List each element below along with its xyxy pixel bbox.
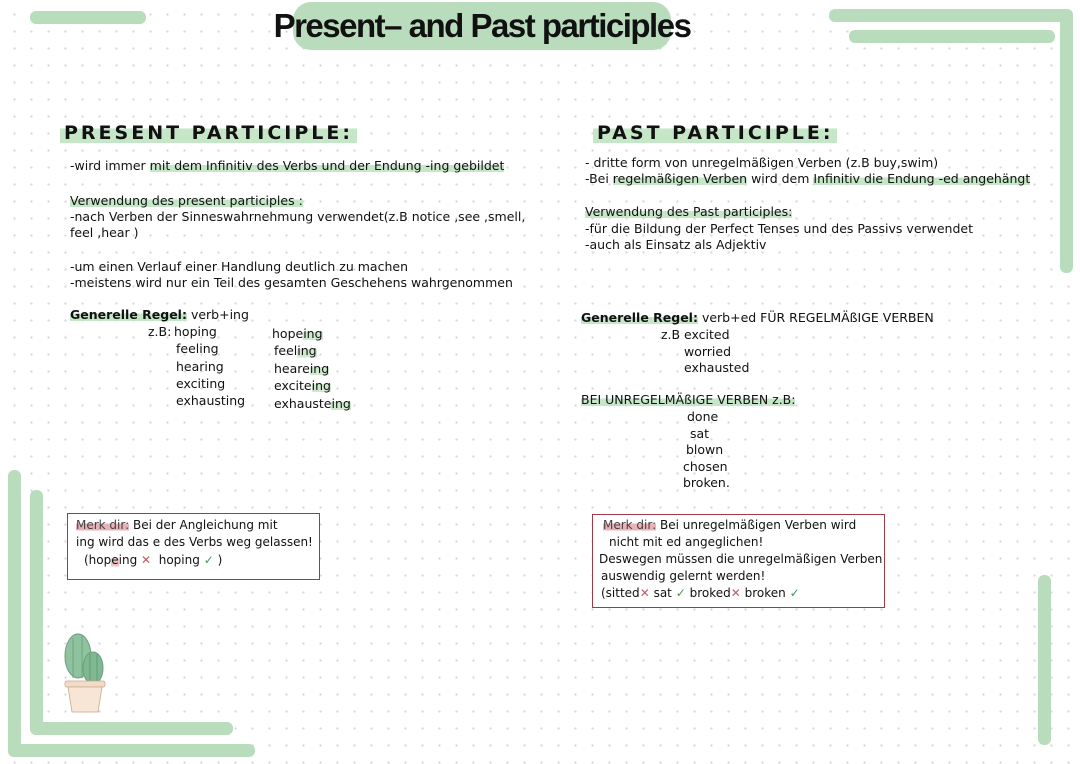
past-example: exhausted (684, 360, 750, 375)
past-line2-d: Infinitiv die Endung -ed angehängt (813, 171, 1031, 186)
past-usage-2: -auch als Einsatz als Adjektiv (585, 237, 767, 252)
past-irregular-label (581, 392, 795, 408)
check-icon: ✓ (203, 553, 214, 567)
present-usage-heading-text: Verwendung des present participles : (70, 193, 303, 208)
present-usage-2: feel ,hear ) (70, 225, 139, 240)
deco-bar-left-vertical-2 (30, 490, 43, 735)
wrong-stem: feel (274, 343, 298, 358)
present-wrong-example (274, 343, 317, 358)
past-irregular-example: broken. (683, 475, 730, 490)
ex-open: (hop (84, 553, 112, 567)
wrong-ending: ing (297, 343, 317, 358)
past-zb: z.B (661, 327, 681, 342)
ex-e: e (111, 553, 119, 567)
present-note-line1-text: Bei der Angleichung mit (129, 518, 278, 532)
present-line1 (70, 158, 504, 174)
ex3: broked (685, 586, 731, 600)
deco-bar-top-right-2 (849, 30, 1055, 43)
present-use-3: -um einen Verlauf einer Handlung deutlich zu machen (70, 259, 408, 274)
deco-bar-right-lower (1038, 575, 1051, 745)
past-example: worried (684, 344, 732, 359)
present-wrong-example (272, 326, 323, 341)
present-line1-a: -wird immer (70, 158, 150, 173)
deco-bar-bottom-2 (8, 744, 255, 757)
past-note-line2: nicht mit ed angeglichen! (609, 535, 764, 549)
past-irregular-label-text: BEI UNREGELMÄßIGE VERBEN z.B: (581, 392, 796, 407)
past-note-label: Merk dir: (603, 518, 657, 532)
wrong-stem: exhauste (274, 396, 332, 411)
deco-bar-top-right-1 (829, 9, 1073, 22)
past-usage-heading-text: Verwendung des Past participles: (585, 204, 793, 219)
past-usage-1: -für die Bildung der Perfect Tenses und des Passivs verwendet (585, 221, 974, 236)
present-example: hoping (174, 324, 217, 339)
present-note-line1 (76, 518, 278, 532)
present-example: exhausting (176, 393, 246, 408)
present-line1-b: mit dem Infinitiv des Verbs und der Endung -ing gebildet (149, 158, 505, 173)
deco-bar-bottom-1 (30, 722, 233, 735)
past-irregular-example: blown (686, 442, 724, 457)
wrong-stem: excite (274, 378, 312, 393)
past-heading (593, 122, 837, 144)
cactus-icon (60, 632, 110, 714)
past-irregular-example: done (687, 409, 719, 424)
present-wrong-example (274, 378, 331, 393)
present-note-label: Merk dir: (76, 518, 130, 532)
past-line2-b: regelmäßigen Verben (612, 171, 748, 186)
present-usage-1: -nach Verben der Sinneswahrnehmung verwendet(z.B notice ,see ,smell, (70, 209, 526, 224)
past-heading-text: PAST PARTICIPLE: (593, 122, 837, 144)
cross-icon: ✕ (730, 586, 741, 600)
cross-icon: ✕ (141, 553, 152, 567)
past-irregular-example: sat (690, 426, 710, 441)
ex-ing: ing (118, 553, 138, 567)
present-wrong-example (274, 396, 351, 411)
past-rule-formula: verb+ed FÜR REGELMÄßIGE VERBEN (701, 310, 934, 325)
past-note-line3: Deswegen müssen die unregelmäßigen Verben (599, 552, 883, 566)
past-rule (581, 310, 934, 326)
ex-right: hoping (158, 553, 200, 567)
present-heading-text: PRESENT PARTICIPLE: (60, 122, 357, 144)
present-example: exciting (176, 376, 226, 391)
past-irregular-example: chosen (683, 459, 728, 474)
deco-bar-top-left (30, 11, 146, 24)
past-example: excited (684, 327, 730, 342)
present-heading (60, 122, 357, 144)
present-rule-label: Generelle Regel: (70, 307, 187, 322)
wrong-stem: heare (274, 361, 310, 376)
past-line2-c: wird dem (747, 171, 814, 186)
check-icon: ✓ (675, 586, 686, 600)
present-use-4: -meistens wird nur ein Teil des gesamten Geschehens wahrgenommen (70, 275, 513, 290)
past-note-line1 (603, 518, 856, 532)
wrong-ending: ing (311, 378, 331, 393)
present-example: feeling (176, 341, 219, 356)
wrong-ending: ing (331, 396, 351, 411)
deco-bar-left-vertical-1 (8, 470, 21, 757)
past-note-example (601, 586, 800, 600)
ex4: broken (740, 586, 786, 600)
wrong-ending: ing (303, 326, 323, 341)
ex-close: ) (217, 553, 223, 567)
present-note-line2: ing wird das e des Verbs weg gelassen! (76, 535, 313, 549)
past-note-line4: auswendig gelernt werden! (601, 569, 766, 583)
present-example: hearing (176, 359, 224, 374)
present-zb: z.B: (148, 324, 172, 339)
wrong-ending: ing (309, 361, 330, 376)
past-usage-heading (585, 204, 792, 220)
past-line2-a: -Bei (585, 171, 613, 186)
present-wrong-example (274, 361, 329, 376)
ex1: (sitted (601, 586, 640, 600)
cross-icon: ✕ (639, 586, 650, 600)
past-line2 (585, 171, 1030, 187)
wrong-stem: hope (272, 326, 304, 341)
past-line1: - dritte form von unregelmäßigen Verben (z.B buy,swim) (585, 155, 939, 170)
present-usage-heading (70, 193, 303, 209)
present-note-box (67, 513, 320, 580)
past-note-line1-text: Bei unregelmäßigen Verben wird (656, 518, 857, 532)
present-note-example (84, 553, 222, 567)
deco-bar-right-vertical (1060, 9, 1073, 273)
check-icon: ✓ (789, 586, 800, 600)
present-rule (70, 307, 249, 323)
page-title: Present– and Past participles (293, 2, 671, 50)
present-rule-formula: verb+ing (190, 307, 249, 322)
past-rule-label: Generelle Regel: (581, 310, 698, 325)
past-note-box (592, 514, 885, 608)
ex2: sat (649, 586, 672, 600)
